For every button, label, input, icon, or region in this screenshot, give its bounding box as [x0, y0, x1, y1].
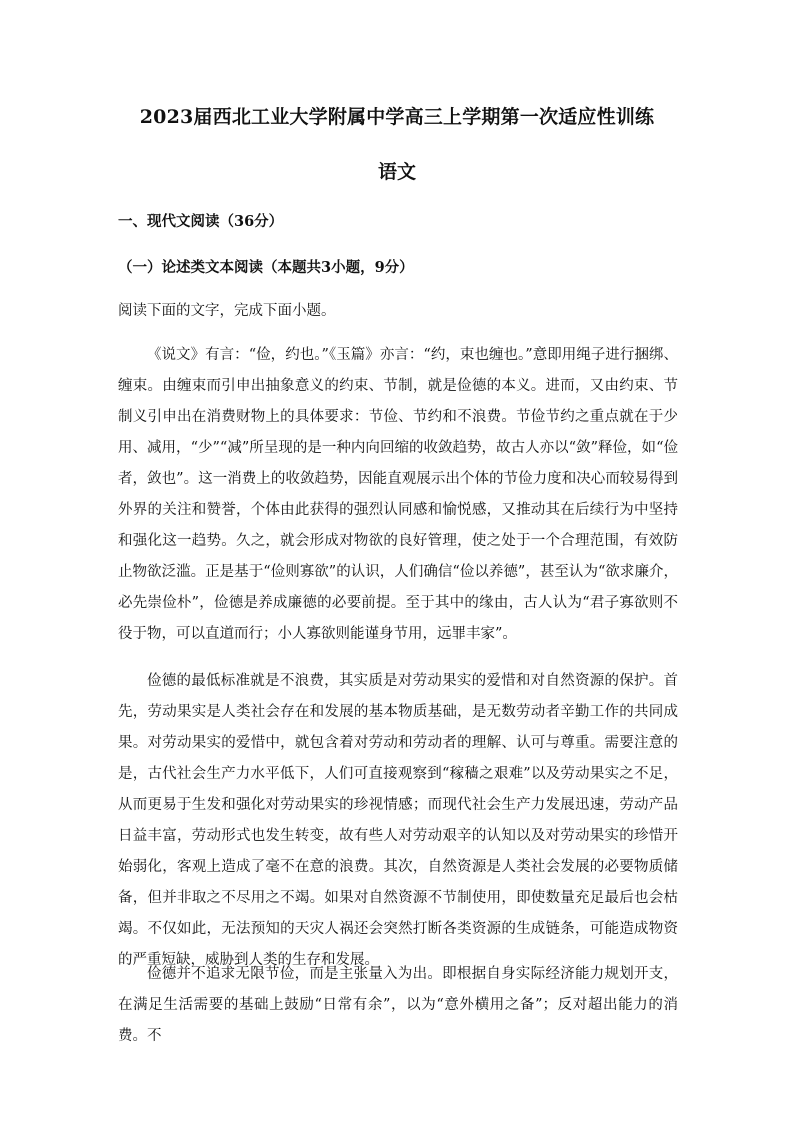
section-heading: 一、现代文阅读（36分）: [118, 213, 284, 230]
subject-title: 语文: [377, 161, 416, 183]
body-paragraph: 俭德并不追求无限节俭，而是主张量入为出。即根据自身实际经济能力规划开支，在满足生活需要的基础上鼓励“日常有余”，以为“意外横用之备”；反对超出能力的消费。不: [118, 966, 678, 1044]
subsection-heading: （一）论述类文本阅读（本题共3小题，9分）: [118, 259, 414, 276]
body-paragraph: 《说文》有言：“俭，约也。”《玉篇》亦言：“约，束也缠也。”意即用绳子进行捆绑、缠束。由缠束而引申出抽象意义的约束、节制，就是俭德的本义。进而，又由约束、节制义引申出在消费财物上的具体要求：节俭、节约和不浪费。节俭节约之重点就在于少用、减用，“少”“减”所呈现的是一种内向回缩的收敛趋势，故古人亦以“敛”释俭，如“俭者，敛也”。这一消费上的收敛趋势，因能直观展示出个体的节俭力度和决心而较易得到外界的关注和赞誉，个体由此获得的强烈认同感和愉悦感，又推动其在后续行为中坚持和强化这一趋势。久之，就会形成对物欲的良好管理，使之处于一个合理范围，有效防止物欲泛滥。正是基于“俭则寡欲”的认识，人们确信“俭以养德”，甚至认为“欲求廉介，必先崇俭朴”，俭德是养成廉德的必要前提。至于其中的缘由，古人认为“君子寡欲则不役于物，可以直道而行；小人寡欲则能谨身节用，远罪丰家”。: [118, 347, 678, 642]
reading-instruction: 阅读下面的文字，完成下面小题。: [118, 303, 336, 319]
document-title: 2023届西北工业大学附属中学高三上学期第一次适应性训练: [139, 106, 655, 128]
body-paragraph: 俭德的最低标准就是不浪费，其实质是对劳动果实的爱惜和对自然资源的保护。首先，劳动果实是人类社会存在和发展的基本物质基础，是无数劳动者辛勤工作的共同成果。对劳动果实的爱惜中，就包含着对劳动和劳动者的理解、认可与尊重。需要注意的是，古代社会生产力水平低下，人们可直接观察到“稼穑之艰难”以及劳动果实之不足，从而更易于生发和强化对劳动果实的珍视情感；而现代社会生产力发展迅速，劳动产品日益丰富，劳动形式也发生转变，故有些人对劳动艰辛的认知以及对劳动果实的珍惜开始弱化，客观上造成了毫不在意的浪费。其次，自然资源是人类社会发展的必要物质储备，但并非取之不尽用之不竭。如果对自然资源不节制使用，即使数量充足最后也会枯竭。不仅如此，无法预知的天灾人祸还会突然打断各类资源的生成链条，可能造成物资的严重短缺，威胁到人类的生存和发展。: [118, 673, 678, 968]
